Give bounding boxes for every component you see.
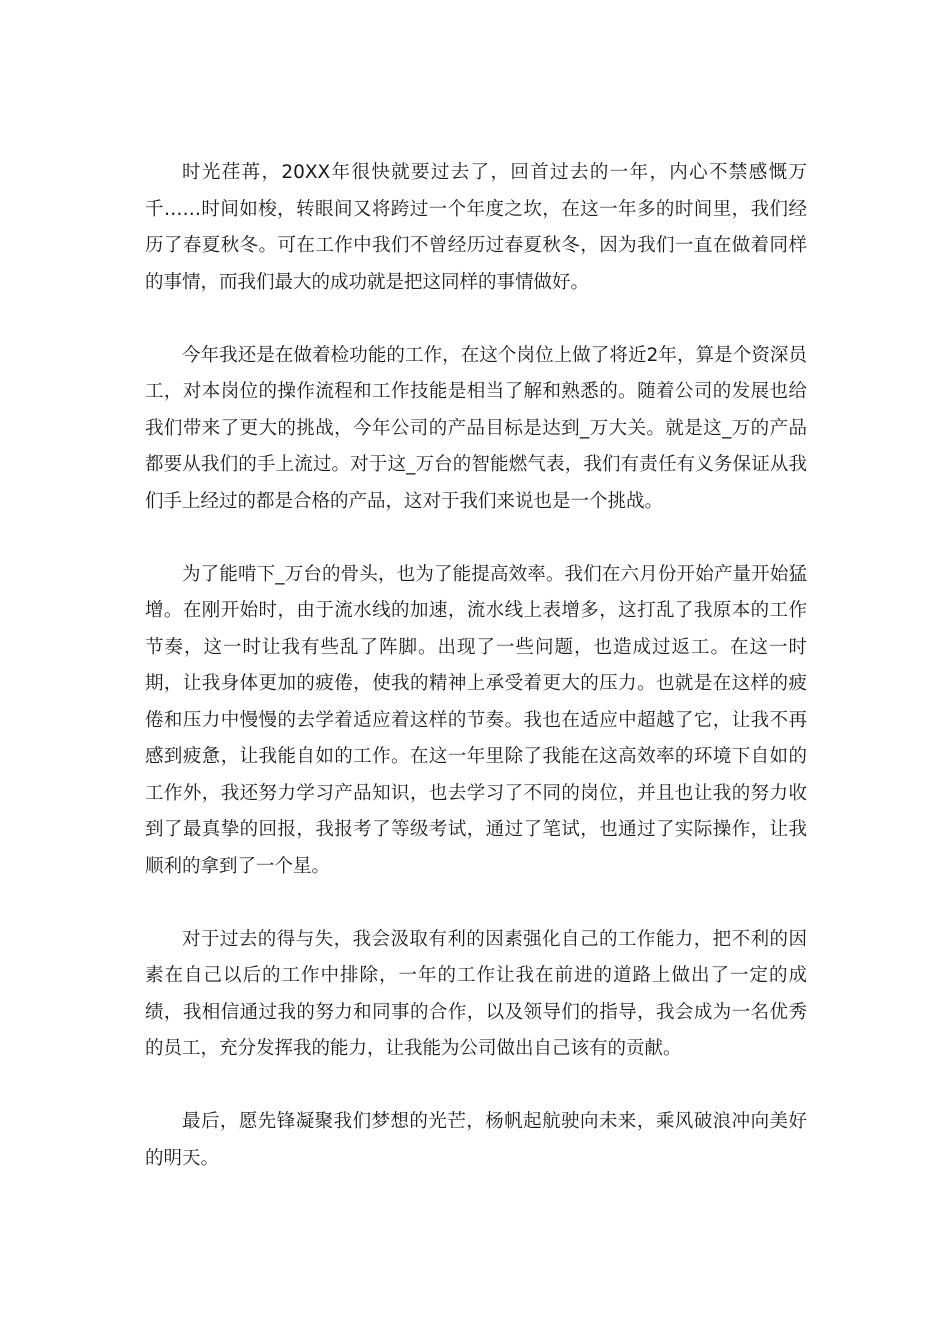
document-body xyxy=(145,155,807,1177)
paragraph-5: 最后，愿先锋凝聚我们梦想的光芒，杨帆起航驶向未来，乘风破浪冲向美好的明天。 xyxy=(145,1111,807,1169)
paragraph-1: 时光荏苒，20XX年很快就要过去了，回首过去的一年，内心不禁感慨万千……时间如梭，转眼间又将跨过一个年度之坎，在这一年多的时间里，我们经历了春夏秋冬。可在工作中我们不曾经历过春夏秋冬，因为我们一直在做着同样的事情，而我们最大的成功就是把这同样的事情做好。 xyxy=(145,162,807,293)
paragraph-2: 今年我还是在做着检功能的工作，在这个岗位上做了将近2年，算是个资深员工，对本岗位的操作流程和工作技能是相当了解和熟悉的。随着公司的发展也给我们带来了更大的挑战，今年公司的产品目标是达到_万大关。就是这_万的产品都要从我们的手上流过。对于这_万台的智能燃气表，我们有责任有义务保证从我们手上经过的都是合格的产品，这对于我们来说也是一个挑战。 xyxy=(145,344,807,512)
paragraph-3: 为了能啃下_万台的骨头，也为了能提高效率。我们在六月份开始产量开始猛增。在刚开始时，由于流水线的加速，流水线上表增多，这打乱了我原本的工作节奏，这一时让我有些乱了阵脚。出现了一些问题，也造成过返工。在这一时期，让我身体更加的疲倦，使我的精神上承受着更大的压力。也就是在这样的疲倦和压力中慢慢的去学着适应着这样的节奏。我也在适应中超越了它，让我不再感到疲惫，让我能自如的工作。在这一年里除了我能在这高效率的环境下自如的工作外，我还努力学习产品知识，也去学习了不同的岗位，并且也让我的努力收到了最真挚的回报，我报考了等级考试，通过了笔试，也通过了实际操作，让我顺利的拿到了一个星。 xyxy=(145,563,807,877)
paragraph-4: 对于过去的得与失，我会汲取有利的因素强化自己的工作能力，把不利的因素在自己以后的工作中排除，一年的工作让我在前进的道路上做出了一定的成绩，我相信通过我的努力和同事的合作，以及领导们的指导，我会成为一名优秀的员工，充分发挥我的能力，让我能为公司做出自己该有的贡献。 xyxy=(145,928,807,1059)
